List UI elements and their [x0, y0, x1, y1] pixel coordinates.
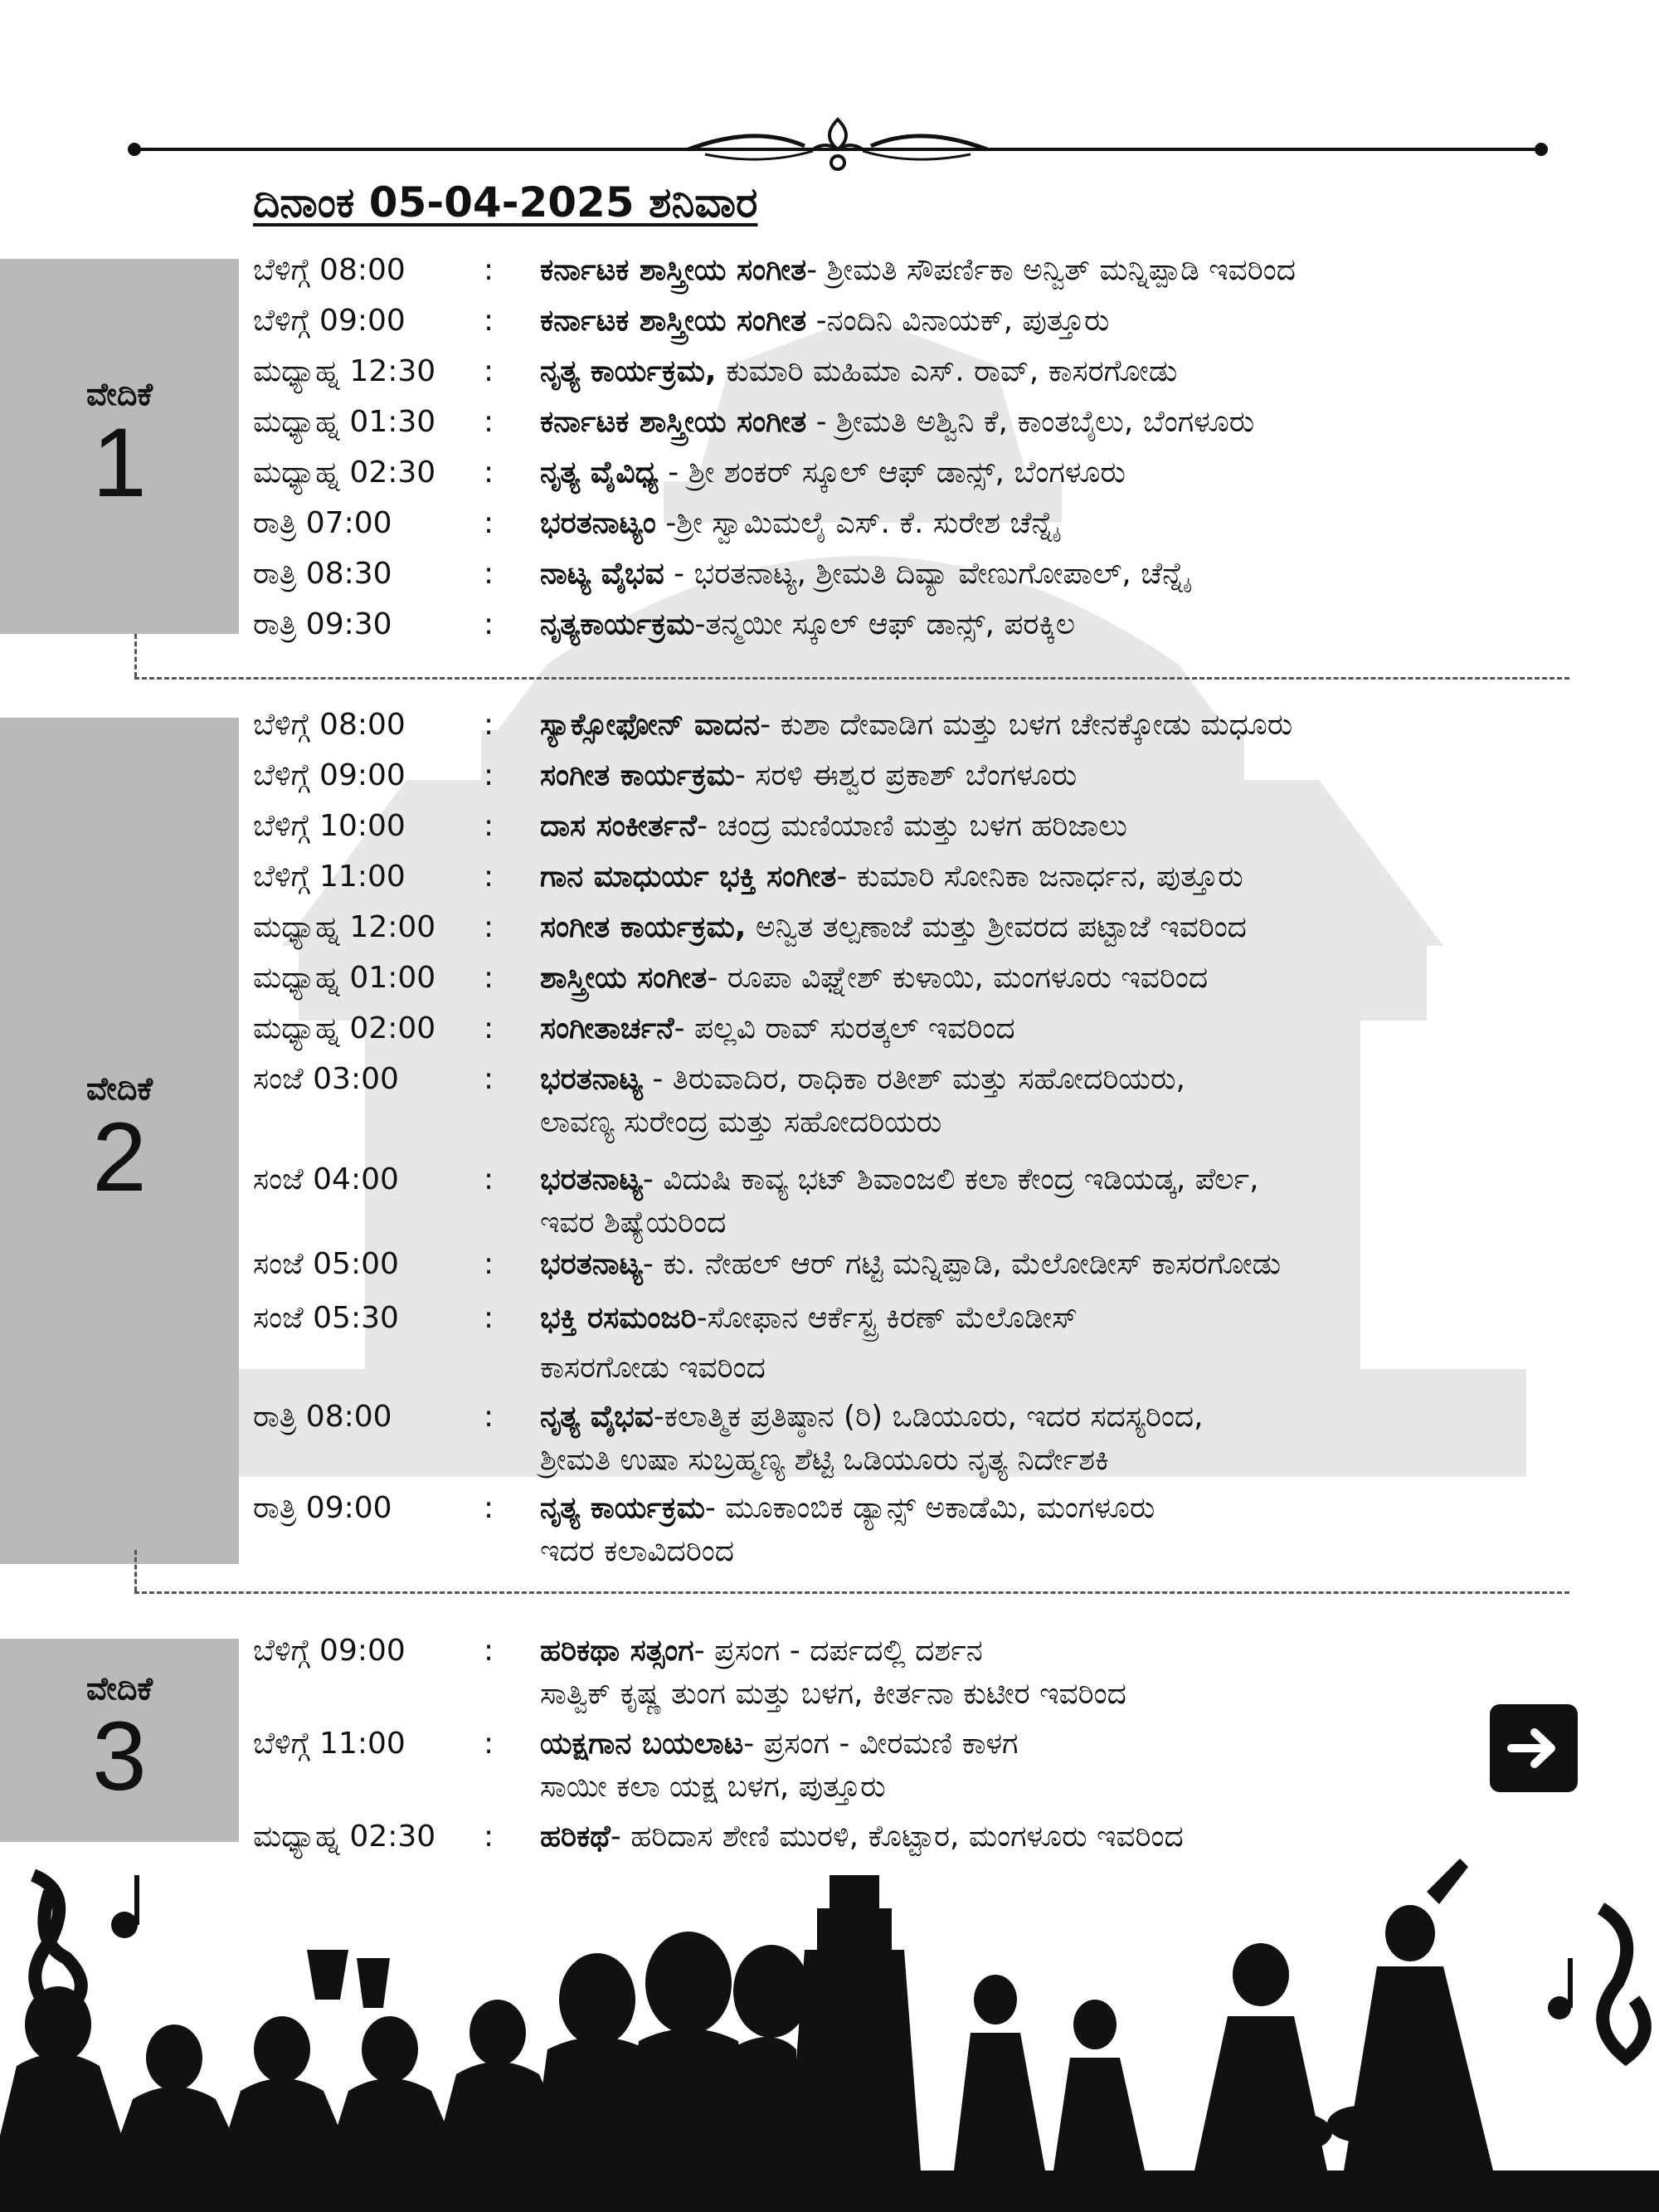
event-detail: [540, 1058, 1185, 1144]
event-detail-continued: ಇವರ ಶಿಷ್ಯೆಯರಿಂದ: [540, 1206, 727, 1240]
event-detail: [540, 1815, 1184, 1859]
event-time: ಮಧ್ಯಾಹ್ನ 02:00: [253, 1011, 436, 1045]
event-detail: [540, 1722, 1019, 1809]
separator-colon: :: [484, 910, 494, 944]
event-performer: - ಚಂದ್ರ ಮಣಿಯಾಣಿ ಮತ್ತು ಬಳಗ ಹರಿಜಾಲು: [697, 809, 1127, 843]
event-time: ಬೆಳಿಗ್ಗೆ 10:00: [253, 809, 406, 843]
event-time: ಬೆಳಿಗ್ಗೆ 09:00: [253, 304, 406, 338]
event-time: ಬೆಳಿಗ್ಗೆ 08:00: [253, 253, 406, 287]
event-performer: - ಮೂಕಾಂಬಿಕ ಡ್ಯಾನ್ಸ್ ಅಕಾಡೆಮಿ, ಮಂಗಳೂರು: [704, 1491, 1155, 1525]
section-divider: [134, 1591, 1569, 1594]
separator-colon: :: [484, 1062, 494, 1096]
event-detail: [540, 1630, 1126, 1716]
stage-1-schedule: [253, 249, 1613, 647]
event-title: ಭರತನಾಟ್ಯ: [540, 1247, 643, 1281]
event-title: ಹರಿಕಥೆ: [540, 1820, 611, 1854]
event-time: ಸಂಜೆ 05:00: [253, 1247, 399, 1281]
event-time: ರಾತ್ರಿ 08:00: [253, 1400, 392, 1434]
event-performer: -ನಂದಿನಿ ವಿನಾಯಕ್, ಪುತ್ತೂರು: [806, 304, 1110, 338]
event-title: ನೃತ್ಯ ಕಾರ್ಯಕ್ರಮ: [540, 1491, 705, 1525]
separator-colon: :: [484, 961, 494, 995]
event-detail-continued: ಕಾಸರಗೋಡು ಇವರಿಂದ: [540, 1351, 766, 1385]
event-detail: [540, 451, 1126, 495]
event-time: ಮಧ್ಯಾಹ್ನ 02:30: [253, 456, 436, 490]
event-performer: - ತಿರುವಾದಿರ, ರಾಧಿಕಾ ರತೀಶ್ ಮತ್ತು ಸಹೋದರಿಯರು,: [642, 1062, 1185, 1096]
event-title: ನೃತ್ಯ ವೈಭವ: [540, 1400, 654, 1434]
event-time: ಬೆಳಿಗ್ಗೆ 09:00: [253, 1634, 406, 1668]
event-time: ಮಧ್ಯಾಹ್ನ 01:30: [253, 405, 436, 439]
stage-label: ವೇದಿಕೆ: [85, 376, 153, 413]
separator-colon: :: [484, 253, 494, 287]
event-performer: - ಪ್ರಸಂಗ - ದರ್ಪದಲ್ಲಿ ದರ್ಶನ: [693, 1634, 983, 1668]
event-detail-continued: ಇದರ ಕಲಾವಿದರಿಂದ: [540, 1534, 735, 1568]
separator-colon: :: [484, 456, 494, 490]
event-time: ಸಂಜೆ 04:00: [253, 1162, 399, 1196]
separator-colon: :: [484, 1634, 494, 1668]
event-detail: [540, 603, 1075, 646]
event-performer: -ಕಲಾತ್ಮಿಕ ಪ್ರತಿಷ್ಠಾನ (ರಿ) ಒಡಿಯೂರು, ಇದರ ಸದಸ್ಯರಿಂದ,: [653, 1400, 1204, 1434]
event-time: ಮಧ್ಯಾಹ್ನ 12:30: [253, 354, 436, 388]
separator-colon: :: [484, 557, 494, 591]
event-title: ಕರ್ನಾಟಕ ಶಾಸ್ತ್ರೀಯ ಸಂಗೀತ: [540, 304, 807, 338]
event-title: ಸಂಗೀತಾರ್ಚನೆ: [540, 1011, 674, 1045]
separator-colon: :: [484, 758, 494, 792]
event-performer: - ವಿದುಷಿ ಕಾವ್ಯ ಭಟ್ ಶಿವಾಂಜಲಿ ಕಲಾ ಕೇಂದ್ರ ಇಡಿಯಡ್ಕ, ಪೆರ್ಲ,: [642, 1162, 1259, 1196]
separator-colon: :: [484, 1247, 494, 1281]
event-time: ಬೆಳಿಗ್ಗೆ 11:00: [253, 1727, 406, 1761]
separator-colon: :: [484, 1301, 494, 1335]
event-detail: [540, 1007, 1015, 1050]
event-detail: [540, 350, 1177, 393]
event-detail: [540, 906, 1247, 949]
event-performer: - ಪ್ರಸಂಗ - ವೀರಮಣಿ ಕಾಳಗ: [743, 1727, 1019, 1761]
event-detail-continued: ಲಾವಣ್ಯ ಸುರೇಂದ್ರ ಮತ್ತು ಸಹೋದರಿಯರು: [540, 1105, 942, 1139]
event-title: ಭರತನಾಟ್ಯ: [540, 1062, 643, 1096]
event-time: ಬೆಳಿಗ್ಗೆ 11:00: [253, 860, 406, 894]
separator-colon: :: [484, 304, 494, 338]
event-performer: - ಸರಳಿ ಈಶ್ವರ ಪ್ರಕಾಶ್ ಬೆಂಗಳೂರು: [734, 758, 1078, 792]
event-title: ಭರತನಾಟ್ಯ: [540, 1162, 643, 1196]
event-time: ಮಧ್ಯಾಹ್ನ 01:00: [253, 961, 436, 995]
event-title: ನಾಟ್ಯ ವೈಭವ: [540, 557, 664, 591]
event-detail: [540, 1396, 1204, 1482]
event-performer: - ಶ್ರೀಮತಿ ಸೌಪರ್ಣಿಕಾ ಅನ್ವಿತ್ ಮನ್ನಿಪ್ಪಾಡಿ ಇವರಿಂದ: [806, 253, 1297, 287]
event-performer: - ಶ್ರೀಮತಿ ಅಶ್ವಿನಿ ಕೆ, ಕಾಂತಬೈಲು, ಬೆಂಗಳೂರು: [806, 405, 1255, 439]
divider-connector: [134, 1550, 137, 1591]
event-detail: [540, 957, 1208, 1000]
event-time: ರಾತ್ರಿ 09:30: [253, 607, 392, 641]
event-performer: - ಪಲ್ಲವಿ ರಾವ್ ಸುರತ್ಕಲ್ ಇವರಿಂದ: [674, 1011, 1015, 1045]
separator-colon: :: [484, 506, 494, 540]
event-time: ಮಧ್ಯಾಹ್ನ 02:30: [253, 1820, 436, 1854]
event-detail: [540, 502, 1058, 545]
event-detail-continued: ಸಾಯೀ ಕಲಾ ಯಕ್ಷ ಬಳಗ, ಪುತ್ತೂರು: [540, 1770, 886, 1804]
event-title: ಗಾನ ಮಾಧುರ್ಯ ಭಕ್ತಿ ಸಂಗೀತ: [540, 860, 837, 894]
event-performer: -ಶ್ರೀ ಸ್ವಾಮಿಮಲೈ ಎಸ್. ಕೆ. ಸುರೇಶ ಚೆನ್ನೈ: [655, 506, 1058, 540]
separator-colon: :: [484, 809, 494, 843]
separator-colon: :: [484, 860, 494, 894]
event-performer: - ಶ್ರೀ ಶಂಕರ್ ಸ್ಕೂಲ್ ಆಫ್ ಡಾನ್ಸ್, ಬೆಂಗಳೂರು: [658, 456, 1126, 490]
event-title: ಶಾಸ್ತ್ರೀಯ ಸಂಗೀತ: [540, 961, 708, 995]
event-title: ಸಂಗೀತ ಕಾರ್ಯಕ್ರಮ: [540, 758, 735, 792]
event-title: ಭಕ್ತಿ ರಸಮಂಜರಿ: [540, 1301, 697, 1335]
event-performer: ಅನ್ವಿತ ತಲ್ಪಣಾಜೆ ಮತ್ತು ಶ್ರೀವರದ ಪಟ್ಟಾಜೆ ಇವರಿಂದ: [746, 910, 1247, 944]
event-title: ಸಂಗೀತ ಕಾರ್ಯಕ್ರಮ,: [540, 910, 747, 944]
event-performer: - ಹರಿದಾಸ ಶೇಣಿ ಮುರಳಿ, ಕೊಟ್ಟಾರ, ಮಂಗಳೂರು ಇವರಿಂದ: [610, 1820, 1184, 1854]
event-title: ನೃತ್ಯ ಕಾರ್ಯಕ್ರಮ,: [540, 354, 717, 388]
stage-number: 3: [92, 1702, 147, 1812]
event-detail: [540, 1487, 1155, 1573]
separator-colon: :: [484, 607, 494, 641]
event-title: ಕರ್ನಾಟಕ ಶಾಸ್ತ್ರೀಯ ಸಂಗೀತ: [540, 253, 807, 287]
separator-colon: :: [484, 1162, 494, 1196]
next-page-button[interactable]: [1490, 1704, 1578, 1792]
event-detail: [540, 1294, 1078, 1393]
stage-2-schedule: [253, 704, 1613, 1575]
event-detail: [540, 1158, 1259, 1245]
separator-colon: :: [484, 1011, 494, 1045]
separator-colon: :: [484, 1727, 494, 1761]
event-title: ನೃತ್ಯ ವೈವಿಧ್ಯ: [540, 456, 659, 490]
event-time: ಬೆಳಿಗ್ಗೆ 08:00: [253, 708, 406, 742]
event-performer: - ಭರತನಾಟ್ಯ, ಶ್ರೀಮತಿ ದಿವ್ಯಾ ವೇಣುಗೋಪಾಲ್, ಚೆನ್ನೈ: [664, 557, 1190, 591]
event-performer: - ಕು. ನೇಹಲ್ ಆರ್ ಗಟ್ಟಿ ಮನ್ನಿಪ್ಪಾಡಿ, ಮೆಲೋಡೀಸ್ ಕಾಸರಗೋಡು: [642, 1247, 1282, 1281]
event-title: ನೃತ್ಯಕಾರ್ಯಕ್ರಮ: [540, 607, 695, 641]
stage-number: 1: [92, 407, 147, 518]
event-detail: [540, 401, 1254, 444]
event-detail: [540, 855, 1243, 899]
divider-connector: [134, 634, 137, 677]
event-time: ಬೆಳಿಗ್ಗೆ 09:00: [253, 758, 406, 792]
event-performer: -ತನ್ಮಯೀ ಸ್ಕೂಲ್ ಆಫ್ ಡಾನ್ಸ್, ಪರಕ್ಕಿಲ: [694, 607, 1076, 641]
event-title: ಸ್ಯಾಕ್ಸೋಫೋನ್ ವಾದನ: [540, 708, 761, 742]
stage-label: ವೇದಿಕೆ: [85, 1669, 153, 1707]
event-detail-continued: ಶ್ರೀಮತಿ ಉಷಾ ಸುಬ್ರಹ್ಮಣ್ಯ ಶೆಟ್ಟಿ ಒಡಿಯೂರು ನೃತ್ಯ ನಿರ್ದೇಶಕಿ: [540, 1443, 1109, 1477]
separator-colon: :: [484, 405, 494, 439]
stage-number: 2: [92, 1102, 147, 1212]
event-time: ಸಂಜೆ 03:00: [253, 1062, 399, 1096]
separator-colon: :: [484, 708, 494, 742]
event-detail-continued: ಸಾತ್ವಿಕ್ ಕೃಷ್ಣ ತುಂಗ ಮತ್ತು ಬಳಗ, ಕೀರ್ತನಾ ಕುಟೀರ ಇವರಿಂದ: [540, 1677, 1126, 1711]
decorative-rule-ornament: [124, 116, 1551, 183]
event-title: ಭರತನಾಟ್ಯಂ: [540, 506, 656, 540]
stage-1-tab: [0, 259, 239, 634]
stage-3-schedule: [253, 1630, 1613, 1870]
event-time: ರಾತ್ರಿ 08:30: [253, 557, 392, 591]
event-time: ಸಂಜೆ 05:30: [253, 1301, 399, 1335]
separator-colon: :: [484, 1400, 494, 1434]
section-divider: [134, 677, 1569, 680]
event-detail: [540, 754, 1077, 797]
event-performer: ಕುಮಾರಿ ಮಹಿಮಾ ಎಸ್. ರಾವ್, ಕಾಸರಗೋಡು: [716, 354, 1178, 388]
event-detail: [540, 1243, 1281, 1286]
event-time: ರಾತ್ರಿ 07:00: [253, 506, 392, 540]
event-title: ಯಕ್ಷಗಾನ ಬಯಲಾಟ: [540, 1727, 744, 1761]
stage-3-tab: [0, 1639, 239, 1842]
performers-silhouette-footer: [0, 1859, 1659, 2212]
event-performer: - ಕುಮಾರಿ ಸೋನಿಕಾ ಜನಾರ್ಧನ, ಪುತ್ತೂರು: [836, 860, 1243, 894]
stage-2-tab: [0, 718, 239, 1564]
event-title: ಕರ್ನಾಟಕ ಶಾಸ್ತ್ರೀಯ ಸಂಗೀತ: [540, 405, 807, 439]
event-time: ರಾತ್ರಿ 09:00: [253, 1491, 392, 1525]
event-performer: -ಸೋಫಾನ ಆರ್ಕೆಸ್ಟ್ರ ಕಿರಣ್ ಮೆಲೊಡೀಸ್: [696, 1301, 1078, 1335]
event-detail: [540, 553, 1190, 596]
event-detail: [540, 249, 1296, 292]
arrow-right-icon: [1505, 1719, 1563, 1777]
event-detail: [540, 805, 1127, 848]
stage-label: ವೇದಿಕೆ: [85, 1070, 153, 1108]
event-detail: [540, 300, 1109, 343]
separator-colon: :: [484, 354, 494, 388]
separator-colon: :: [484, 1491, 494, 1525]
event-title: ದಾಸ ಸಂಕೀರ್ತನೆ: [540, 809, 698, 843]
separator-colon: :: [484, 1820, 494, 1854]
event-performer: - ಕುಶಾ ದೇವಾಡಿಗ ಮತ್ತು ಬಳಗ ಚೇನಕ್ಕೋಡು ಮಧೂರು: [760, 708, 1293, 742]
page-title: ದಿನಾಂಕ 05-04-2025 ಶನಿವಾರ: [253, 178, 758, 227]
event-title: ಹರಿಕಥಾ ಸತ್ಸಂಗ: [540, 1634, 694, 1668]
event-detail: [540, 704, 1292, 747]
event-time: ಮಧ್ಯಾಹ್ನ 12:00: [253, 910, 436, 944]
event-performer: - ರೂಪಾ ವಿಘ್ನೇಶ್ ಕುಳಾಯಿ, ಮಂಗಳೂರು ಇವರಿಂದ: [707, 961, 1209, 995]
